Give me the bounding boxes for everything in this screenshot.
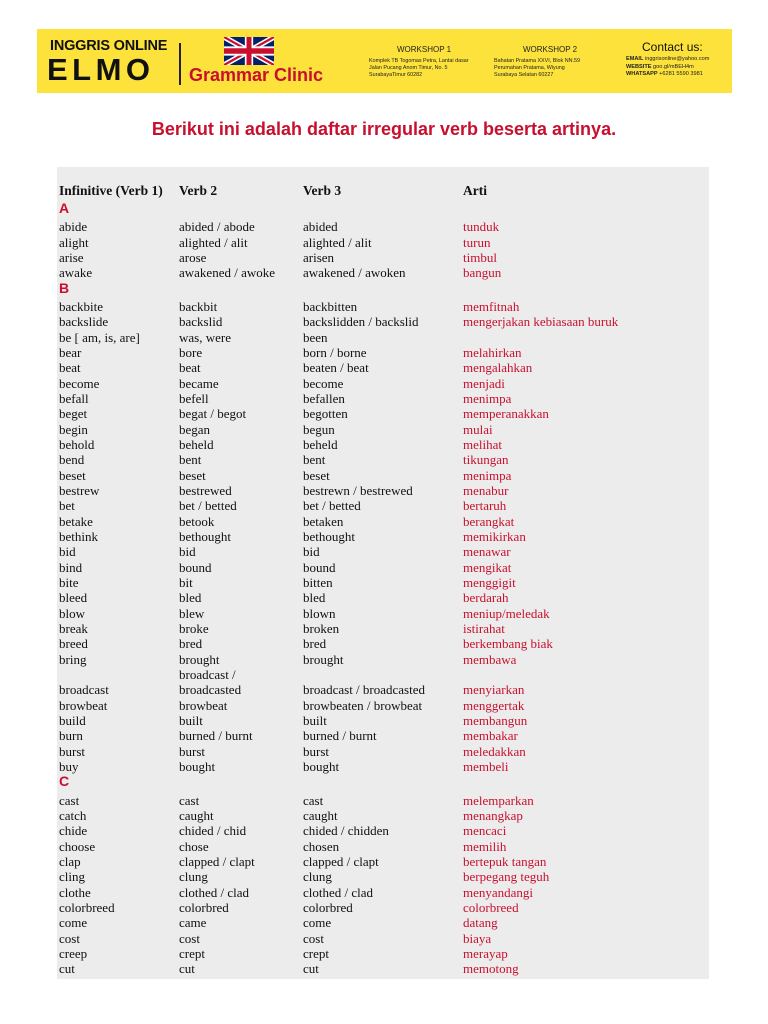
verb3-cell: cost — [303, 931, 324, 946]
verb3-cell: beset — [303, 468, 330, 483]
verb1-cell: alight — [59, 235, 89, 250]
verb1-cell: backbite — [59, 299, 104, 314]
workshop-1-title: WORKSHOP 1 — [397, 45, 452, 54]
verb2-cell: beat — [179, 360, 201, 375]
verb1-cell: cast — [59, 793, 80, 808]
arti-cell: bertaruh — [463, 498, 507, 513]
arti-cell: melemparkan — [463, 793, 534, 808]
verb3-cell: broadcast / broadcasted — [303, 682, 426, 697]
verb1-cell: breed — [59, 636, 88, 651]
verb3-cell: beaten / beat — [303, 360, 369, 375]
verb1-cell: bethink — [59, 529, 98, 544]
verb3-cell: come — [303, 915, 332, 930]
verb1-cell: become — [59, 376, 100, 391]
verb1-cell: broadcast — [59, 682, 109, 697]
table-row — [59, 808, 704, 823]
arti-cell: menjadi — [463, 376, 505, 391]
verb2-cell: arose — [179, 250, 207, 265]
arti-cell: colorbreed — [463, 900, 519, 915]
table-row — [59, 793, 704, 808]
verb2-cell: built — [179, 713, 203, 728]
verb2-cell: burst — [179, 744, 205, 759]
arti-cell: membangun — [463, 713, 528, 728]
verb1-cell: be [ am, is, are] — [59, 330, 140, 345]
table-row — [59, 885, 704, 900]
verb1-cell: build — [59, 713, 86, 728]
workshop-1-address: Komplek TB Togomas Petra, Lantai dasar Jalan Pucang Anom Timur, No. 5 SurabayaTimur 60282 — [369, 58, 469, 79]
verb1-cell: begin — [59, 422, 88, 437]
workshop-2-title: WORKSHOP 2 — [523, 45, 578, 54]
table-row — [59, 869, 704, 884]
verb2-cell: clapped / clapt — [179, 854, 255, 869]
arti-cell: mencaci — [463, 823, 507, 838]
arti-cell: menggigit — [463, 575, 516, 590]
arti-cell: menimpa — [463, 391, 512, 406]
arti-cell: berkembang biak — [463, 636, 553, 651]
table-row — [59, 652, 704, 667]
verb3-cell: become — [303, 376, 344, 391]
verb1-cell: beset — [59, 468, 86, 483]
section-letter: B — [59, 280, 70, 296]
uk-flag-icon — [224, 37, 274, 65]
verb3-cell: clothed / clad — [303, 885, 374, 900]
verb3-cell: cut — [303, 961, 319, 976]
arti-cell: merayap — [463, 946, 508, 961]
table-row — [59, 713, 704, 728]
verb2-cell: bid — [179, 544, 196, 559]
verb1-cell: browbeat — [59, 698, 108, 713]
arti-cell: mengikat — [463, 560, 512, 575]
table-row — [59, 931, 704, 946]
verb3-cell: built — [303, 713, 327, 728]
verb3-cell: bethought — [303, 529, 355, 544]
verb3-cell: bet / betted — [303, 498, 361, 513]
verb1-cell: come — [59, 915, 88, 930]
arti-cell: mulai — [463, 422, 493, 437]
table-row — [59, 265, 704, 280]
verb3-cell: been — [303, 330, 328, 345]
verb1-cell: bring — [59, 652, 87, 667]
arti-cell: biaya — [463, 931, 492, 946]
verb3-cell: cast — [303, 793, 324, 808]
arti-cell: tikungan — [463, 452, 509, 467]
verb2-cell: bore — [179, 345, 203, 360]
verb3-cell: awakened / awoken — [303, 265, 406, 280]
table-row — [59, 544, 704, 559]
table-row — [59, 560, 704, 575]
verb3-cell: brought — [303, 652, 344, 667]
verb3-cell: abided — [303, 219, 338, 234]
verb1-cell: break — [59, 621, 88, 636]
table-row — [59, 391, 704, 406]
brand-divider — [179, 43, 181, 85]
verb3-cell: bent — [303, 452, 326, 467]
irregular-verb-table — [57, 167, 709, 979]
arti-cell: melahirkan — [463, 345, 522, 360]
column-header-verb3: Verb 3 — [303, 183, 342, 198]
clinic-name: Grammar Clinic — [189, 65, 324, 85]
arti-cell: membeli — [463, 759, 509, 774]
arti-cell: memfitnah — [463, 299, 520, 314]
verb2-cell: abided / abode — [179, 219, 255, 234]
verb2-cell: broadcasted — [179, 682, 242, 697]
table-row — [59, 299, 704, 314]
column-header-verb1: Infinitive (Verb 1) — [59, 183, 163, 198]
contact-whatsapp: +6281 5590 3981 — [659, 71, 703, 78]
arti-cell: memikirkan — [463, 529, 526, 544]
table-row — [59, 682, 704, 697]
arti-cell: memilih — [463, 839, 507, 854]
verb2-cell: chose — [179, 839, 209, 854]
verb2-cell: bled — [179, 590, 202, 605]
arti-cell: bangun — [463, 265, 502, 280]
contact-title: Contact us: — [642, 40, 703, 54]
table-row — [59, 698, 704, 713]
verb2-cell: browbeat — [179, 698, 228, 713]
table-row — [59, 529, 704, 544]
table-row — [59, 900, 704, 915]
verb2-cell: blew — [179, 606, 205, 621]
contact-email: inggrisonline@yahoo.com — [644, 56, 710, 62]
arti-cell: datang — [463, 915, 498, 930]
verb1-cell: choose — [59, 839, 96, 854]
arti-cell: menggertak — [463, 698, 525, 713]
arti-cell: membakar — [463, 728, 518, 743]
verb2-cell: bestrewed — [179, 483, 232, 498]
arti-cell: istirahat — [463, 621, 505, 636]
verb2-cell: cut — [179, 961, 195, 976]
verb2-cell: colorbred — [179, 900, 229, 915]
verb1-cell: bid — [59, 544, 76, 559]
verb1-cell: befall — [59, 391, 89, 406]
verb3-cell: backslidden / backslid — [303, 314, 419, 329]
verb1-cell: bind — [59, 560, 83, 575]
table-row — [59, 744, 704, 759]
arti-cell: memotong — [463, 961, 519, 976]
arti-cell: meniup/meledak — [463, 606, 550, 621]
verb2-cell: chided / chid — [179, 823, 247, 838]
arti-cell: bertepuk tangan — [463, 854, 547, 869]
verb2-cell: cost — [179, 931, 200, 946]
verb3-cell: betaken — [303, 514, 344, 529]
verb3-cell: burned / burnt — [303, 728, 377, 743]
verb3-cell: alighted / alit — [303, 235, 372, 250]
verb3-cell: chosen — [303, 839, 340, 854]
verb3-cell: clapped / clapt — [303, 854, 379, 869]
verb2-cell: began — [179, 422, 211, 437]
verb2-cell: clothed / clad — [179, 885, 250, 900]
verb1-cell: backslide — [59, 314, 109, 329]
verb1-cell: cut — [59, 961, 75, 976]
verb2-cell: bent — [179, 452, 202, 467]
arti-cell: meledakkan — [463, 744, 526, 759]
arti-cell: timbul — [463, 250, 497, 265]
verb2-cell: burned / burnt — [179, 728, 253, 743]
verb1-cell: catch — [59, 808, 87, 823]
arti-cell: tunduk — [463, 219, 500, 234]
verb1-cell: buy — [59, 759, 79, 774]
verb2-cell: backbit — [179, 299, 218, 314]
header-banner — [37, 29, 732, 93]
verb3-cell: beheld — [303, 437, 338, 452]
verb1-cell: clap — [59, 854, 81, 869]
brand-tagline: INGGRIS ONLINE — [50, 38, 168, 54]
verb3-cell: bid — [303, 544, 320, 559]
verb3-cell: clung — [303, 869, 332, 884]
arti-cell: berangkat — [463, 514, 515, 529]
table-row — [59, 839, 704, 854]
arti-cell: memperanakkan — [463, 406, 549, 421]
arti-cell: melihat — [463, 437, 502, 452]
column-header-arti: Arti — [463, 183, 487, 198]
verb1-cell: behold — [59, 437, 95, 452]
table-row — [59, 314, 704, 329]
table-row — [59, 915, 704, 930]
verb2-cell: begat / begot — [179, 406, 247, 421]
section-letter: C — [59, 773, 70, 789]
verb1-cell: bend — [59, 452, 85, 467]
table-row — [59, 854, 704, 869]
verb1-cell: creep — [59, 946, 88, 961]
table-row — [59, 376, 704, 391]
table-row — [59, 498, 704, 513]
table-row — [59, 219, 704, 234]
verb1-cell: arise — [59, 250, 84, 265]
contact-details: EMAIL inggrisonline@yahoo.com WEBSITE goo.gl/mBEH4m WHATSAPP +6281 5590 3981 — [626, 56, 710, 78]
verb2-cell: bet / betted — [179, 498, 237, 513]
verb1-cell: chide — [59, 823, 88, 838]
verb1-cell: awake — [59, 265, 93, 280]
table-row — [59, 728, 704, 743]
verb2-cell: came — [179, 915, 207, 930]
verb1-cell: burn — [59, 728, 83, 743]
verb2-cell: crept — [179, 946, 205, 961]
verb1-cell: bestrew — [59, 483, 100, 498]
verb2-cell: betook — [179, 514, 215, 529]
table-row — [59, 437, 704, 452]
arti-cell: menyiarkan — [463, 682, 525, 697]
verb3-cell: born / borne — [303, 345, 367, 360]
verb2-cell: beset — [179, 468, 206, 483]
verb1-cell: colorbreed — [59, 900, 115, 915]
table-row — [59, 422, 704, 437]
verb2-cell: cast — [179, 793, 200, 808]
verb2-cell: beheld — [179, 437, 214, 452]
verb2-cell: brought — [179, 652, 220, 667]
table-row — [59, 575, 704, 590]
table-row — [59, 946, 704, 961]
table-row — [59, 468, 704, 483]
table-row — [59, 961, 704, 976]
verb1-cell: beat — [59, 360, 81, 375]
verb2-cell: was, were — [179, 330, 231, 345]
arti-cell: turun — [463, 235, 491, 250]
verb3-cell: backbitten — [303, 299, 358, 314]
arti-cell: mengerjakan kebiasaan buruk — [463, 314, 619, 329]
verb2-cell: bit — [179, 575, 193, 590]
arti-cell: berdarah — [463, 590, 509, 605]
verb2-cell: caught — [179, 808, 214, 823]
verb1-cell: abide — [59, 219, 88, 234]
verb1-cell: cling — [59, 869, 85, 884]
arti-cell: menabur — [463, 483, 509, 498]
verb2-cell: bethought — [179, 529, 231, 544]
arti-cell: menimpa — [463, 468, 512, 483]
table-row — [59, 406, 704, 421]
table-row — [59, 621, 704, 636]
section-letter: A — [59, 200, 70, 216]
verb2-cell: broke — [179, 621, 209, 636]
table-row — [59, 823, 704, 838]
verb2-cell: awakened / awoke — [179, 265, 276, 280]
table-row — [59, 330, 704, 345]
table-row — [59, 606, 704, 621]
workshop-2-address: Bahatan Pratama XXVI, Blok NN.59 Perumahan Pratama, Wiyung Surabaya Selatan 60227 — [494, 58, 580, 79]
table-row — [59, 250, 704, 265]
verb3-cell: bound — [303, 560, 336, 575]
verb3-cell: bred — [303, 636, 327, 651]
verb3-cell: begun — [303, 422, 335, 437]
table-row — [59, 345, 704, 360]
verb3-cell: bestrewn / bestrewed — [303, 483, 413, 498]
verb1-cell: burst — [59, 744, 85, 759]
verb3-cell: crept — [303, 946, 329, 961]
verb3-cell: bought — [303, 759, 340, 774]
arti-cell: berpegang teguh — [463, 869, 550, 884]
verb1-cell: clothe — [59, 885, 91, 900]
verb2-cell: backslid — [179, 314, 223, 329]
table-row — [59, 636, 704, 651]
table-header — [59, 183, 704, 198]
verb2-cell: clung — [179, 869, 208, 884]
table-row — [59, 483, 704, 498]
arti-cell: membawa — [463, 652, 517, 667]
verb2-cell: bred — [179, 636, 203, 651]
verb2-cell: bought — [179, 759, 216, 774]
table-row — [59, 590, 704, 605]
verb3-cell: bled — [303, 590, 326, 605]
verb3-cell: begotten — [303, 406, 348, 421]
brand-logo-text: ELMO — [47, 52, 155, 87]
contact-website: goo.gl/mBEH4m — [653, 63, 694, 70]
arti-cell: menawar — [463, 544, 511, 559]
verb3-cell: colorbred — [303, 900, 353, 915]
verb3-cell: caught — [303, 808, 338, 823]
arti-cell: menyandangi — [463, 885, 534, 900]
verb2-cell: became — [179, 376, 219, 391]
verb3-cell: befallen — [303, 391, 345, 406]
verb1-cell: bite — [59, 575, 79, 590]
arti-cell: menangkap — [463, 808, 523, 823]
verb1-cell: bleed — [59, 590, 88, 605]
column-header-verb2: Verb 2 — [179, 183, 218, 198]
verb1-cell: cost — [59, 931, 80, 946]
table-row — [59, 360, 704, 375]
verb3-cell: blown — [303, 606, 336, 621]
verb1-cell: bet — [59, 498, 75, 513]
page-title: Berikut ini adalah daftar irregular verb beserta artinya. — [151, 119, 617, 139]
verb1-cell: bear — [59, 345, 82, 360]
verb3-cell: broken — [303, 621, 340, 636]
verb2-cell: broadcast / — [179, 667, 236, 682]
verb1-cell: blow — [59, 606, 85, 621]
verb3-cell: burst — [303, 744, 329, 759]
table-row — [59, 514, 704, 529]
verb3-cell: arisen — [303, 250, 335, 265]
table-row — [59, 452, 704, 467]
arti-cell: mengalahkan — [463, 360, 533, 375]
verb3-cell: bitten — [303, 575, 333, 590]
verb2-cell: befell — [179, 391, 209, 406]
verb1-cell: beget — [59, 406, 88, 421]
verb2-cell: alighted / alit — [179, 235, 248, 250]
verb2-cell: bound — [179, 560, 212, 575]
table-row — [59, 235, 704, 250]
verb1-cell: betake — [59, 514, 93, 529]
verb3-cell: chided / chidden — [303, 823, 389, 838]
verb3-cell: browbeaten / browbeat — [303, 698, 423, 713]
table-row — [59, 667, 704, 682]
table-row — [59, 759, 704, 774]
